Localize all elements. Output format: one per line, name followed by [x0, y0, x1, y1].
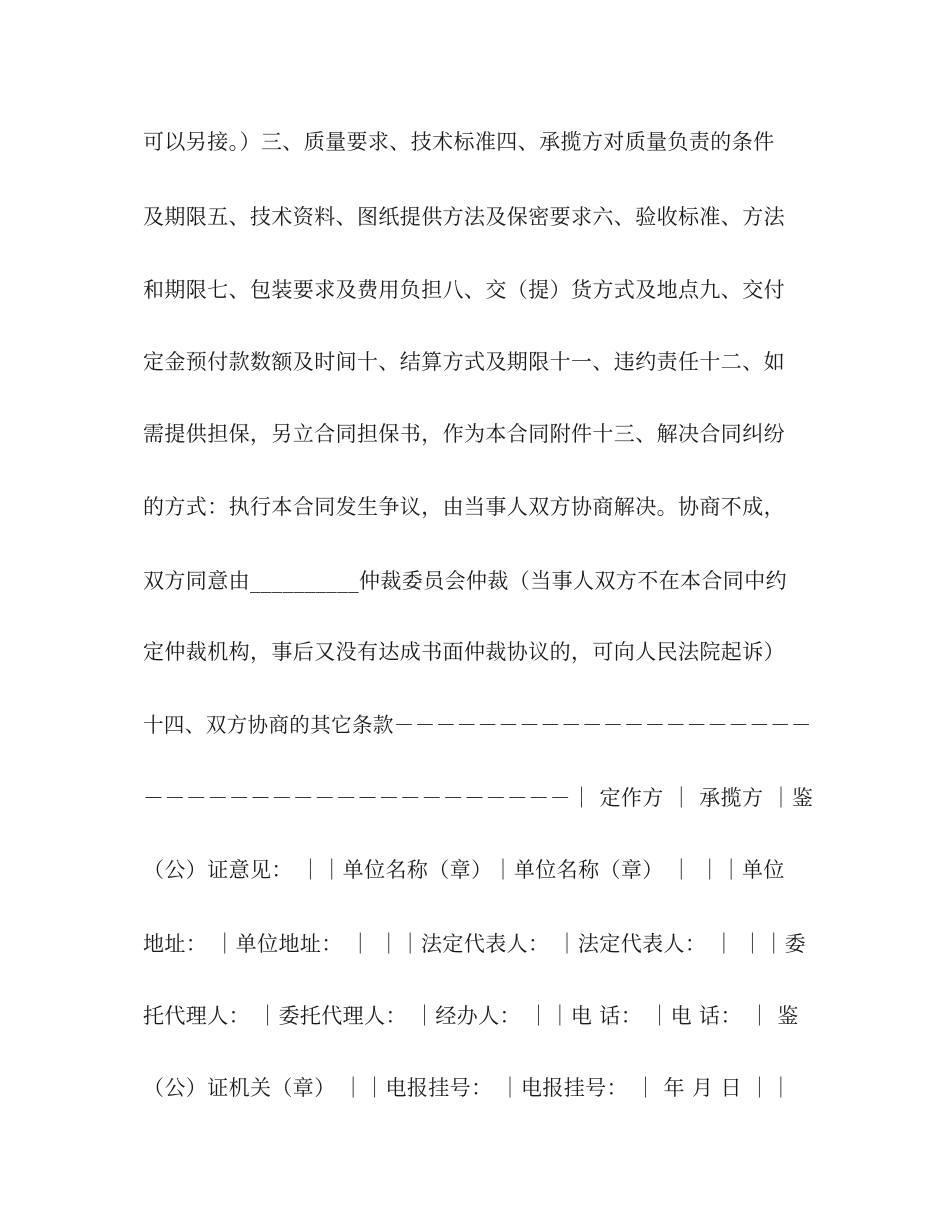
text-line-1: 可以另接。）三、质量要求、技术标准四、承揽方对质量负责的条件 — [143, 130, 775, 154]
text-line-10: －－－－－－－－－－－－－－－－－－－－｜ 定作方 ｜ 承揽方 ｜鉴 — [143, 786, 814, 810]
text-line-7: 双方同意由__________仲裁委员会仲裁（当事人双方不在本合同中约 — [143, 569, 787, 593]
text-line-6: 的方式：执行本合同发生争议，由当事人双方协商解决。协商不成， — [143, 495, 785, 519]
text-line-12: 地址： ｜单位地址： ｜ ｜｜法定代表人： ｜法定代表人： ｜ ｜｜委 — [143, 932, 807, 956]
text-line-14: （公）证机关（章） ｜｜电报挂号： ｜电报挂号： ｜ 年 月 日 ｜｜ — [143, 1076, 792, 1100]
text-line-2: 及期限五、技术资料、图纸提供方法及保密要求六、验收标准、方法 — [143, 205, 785, 229]
text-line-9: 十四、双方协商的其它条款－－－－－－－－－－－－－－－－－－－－ — [143, 713, 812, 737]
text-line-4: 定金预付款数额及时间十、结算方式及期限十一、违约责任十二、如 — [143, 350, 785, 374]
text-line-11: （公）证意见： ｜｜单位名称（章）｜单位名称（章） ｜ ｜｜单位 — [143, 858, 785, 882]
text-line-8: 定仲裁机构，事后又没有达成书面仲裁协议的，可向人民法院起诉） — [143, 640, 785, 664]
text-line-3: 和期限七、包装要求及费用负担八、交（提）货方式及地点九、交付 — [143, 278, 785, 302]
text-line-13: 托代理人： ｜委托代理人： ｜经办人： ｜｜电 话： ｜电 话： ｜ 鉴 — [143, 1004, 799, 1028]
text-line-5: 需提供担保，另立合同担保书，作为本合同附件十三、解决合同纠纷 — [143, 422, 785, 446]
